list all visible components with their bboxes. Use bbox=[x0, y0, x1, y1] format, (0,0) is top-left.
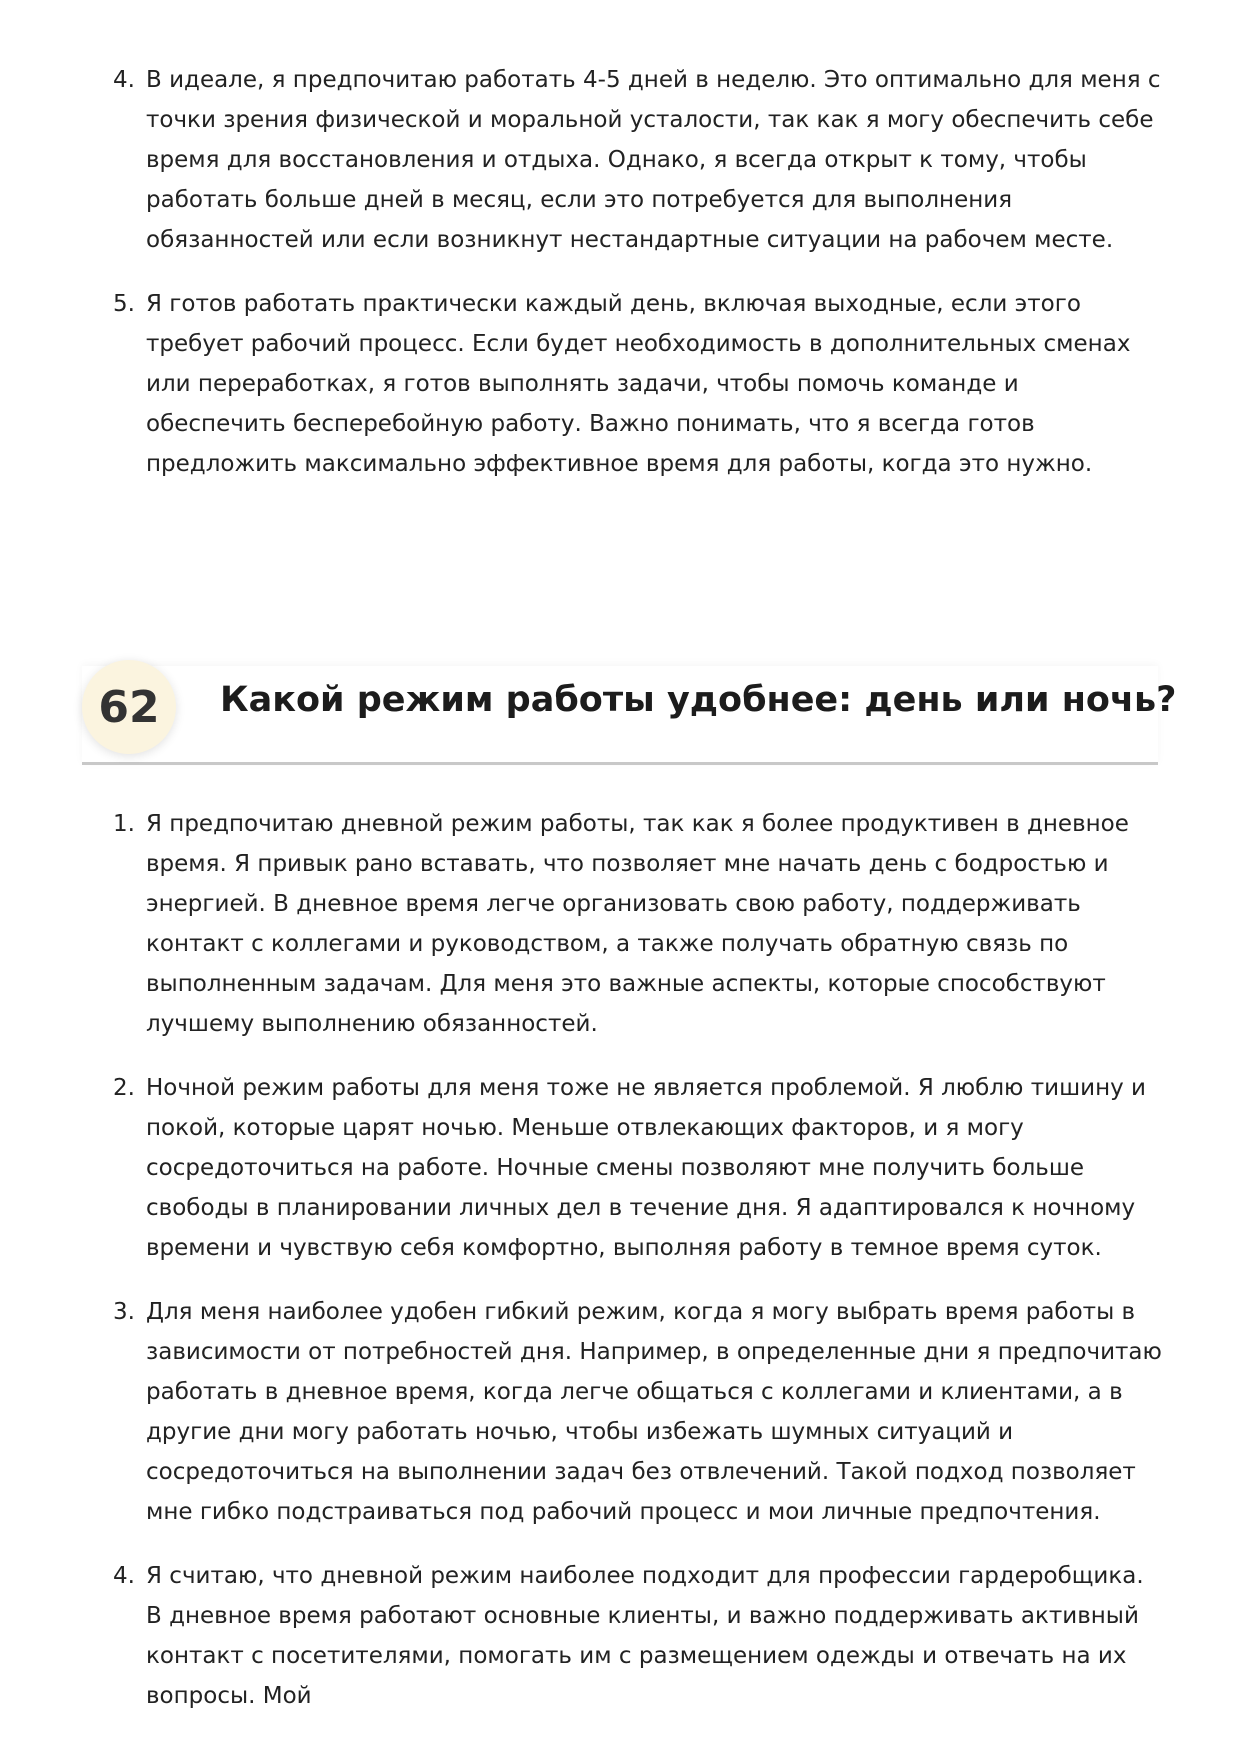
item-number: 4. bbox=[113, 67, 135, 93]
question-number-badge: 62 bbox=[82, 660, 176, 754]
list-item bbox=[113, 1068, 1163, 1268]
item-number: 5. bbox=[113, 291, 135, 317]
list-item bbox=[113, 284, 1163, 484]
list-item bbox=[113, 1556, 1163, 1716]
item-text: В идеале, я предпочитаю работать 4-5 дней в неделю. Это оптимально для меня с точки зрения физической и моральной усталости, так как я могу обеспечить себе время для восстановления и отдыха. Однако, я всегда открыт к тому, чтобы работать больше дней в месяц, если это потребуется для выполнения обязанностей или если возникнут нестандартные ситуации на рабочем месте. bbox=[146, 67, 1161, 253]
item-text: Я предпочитаю дневной режим работы, так как я более продуктивен в дневное время. Я привык рано вставать, что позволяет мне начать день с бодростью и энергией. В дневное время легче организовать свою работу, поддерживать контакт с коллегами и руководством, а также получать обратную связь по выполненным задачам. Для меня это важные аспекты, которые способствуют лучшему выполнению обязанностей. bbox=[146, 811, 1129, 1037]
list-item bbox=[113, 60, 1163, 260]
item-number: 4. bbox=[113, 1563, 135, 1589]
item-number: 2. bbox=[113, 1075, 135, 1101]
item-number: 3. bbox=[113, 1299, 135, 1325]
item-number: 1. bbox=[113, 811, 135, 837]
previous-answers-list bbox=[113, 60, 1163, 484]
answers-list bbox=[113, 804, 1163, 1716]
item-text: Для меня наиболее удобен гибкий режим, когда я могу выбрать время работы в зависимости от потребностей дня. Например, в определенные дни я предпочитаю работать в дневное время, когда легче общаться с коллегами и клиентами, а в другие дни могу работать ночью, чтобы избежать шумных ситуаций и сосредоточиться на выполнении задач без отвлечений. Такой подход позволяет мне гибко подстраиваться под рабочий процесс и мои личные предпочтения. bbox=[146, 1299, 1162, 1525]
question-header bbox=[82, 660, 1177, 766]
list-item bbox=[113, 1292, 1163, 1532]
list-item bbox=[113, 804, 1163, 1044]
item-text: Ночной режим работы для меня тоже не является проблемой. Я люблю тишину и покой, которые царят ночью. Меньше отвлекающих факторов, и я могу сосредоточиться на работе. Ночные смены позволяют мне получить больше свободы в планировании личных дел в течение дня. Я адаптировался к ночному времени и чувствую себя комфортно, выполняя работу в темное время суток. bbox=[146, 1075, 1146, 1261]
item-text: Я готов работать практически каждый день, включая выходные, если этого требует рабочий процесс. Если будет необходимость в дополнительных сменах или переработках, я готов выполнять задачи, чтобы помочь команде и обеспечить бесперебойную работу. Важно понимать, что я всегда готов предложить максимально эффективное время для работы, когда это нужно. bbox=[146, 291, 1131, 477]
item-text: Я считаю, что дневной режим наиболее подходит для профессии гардеробщика. В дневное время работают основные клиенты, и важно поддерживать активный контакт с посетителями, помогать им с размещением одежды и отвечать на их вопросы. Мой bbox=[146, 1563, 1144, 1709]
question-title: Какой режим работы удобнее: день или ночь? bbox=[220, 680, 1177, 720]
